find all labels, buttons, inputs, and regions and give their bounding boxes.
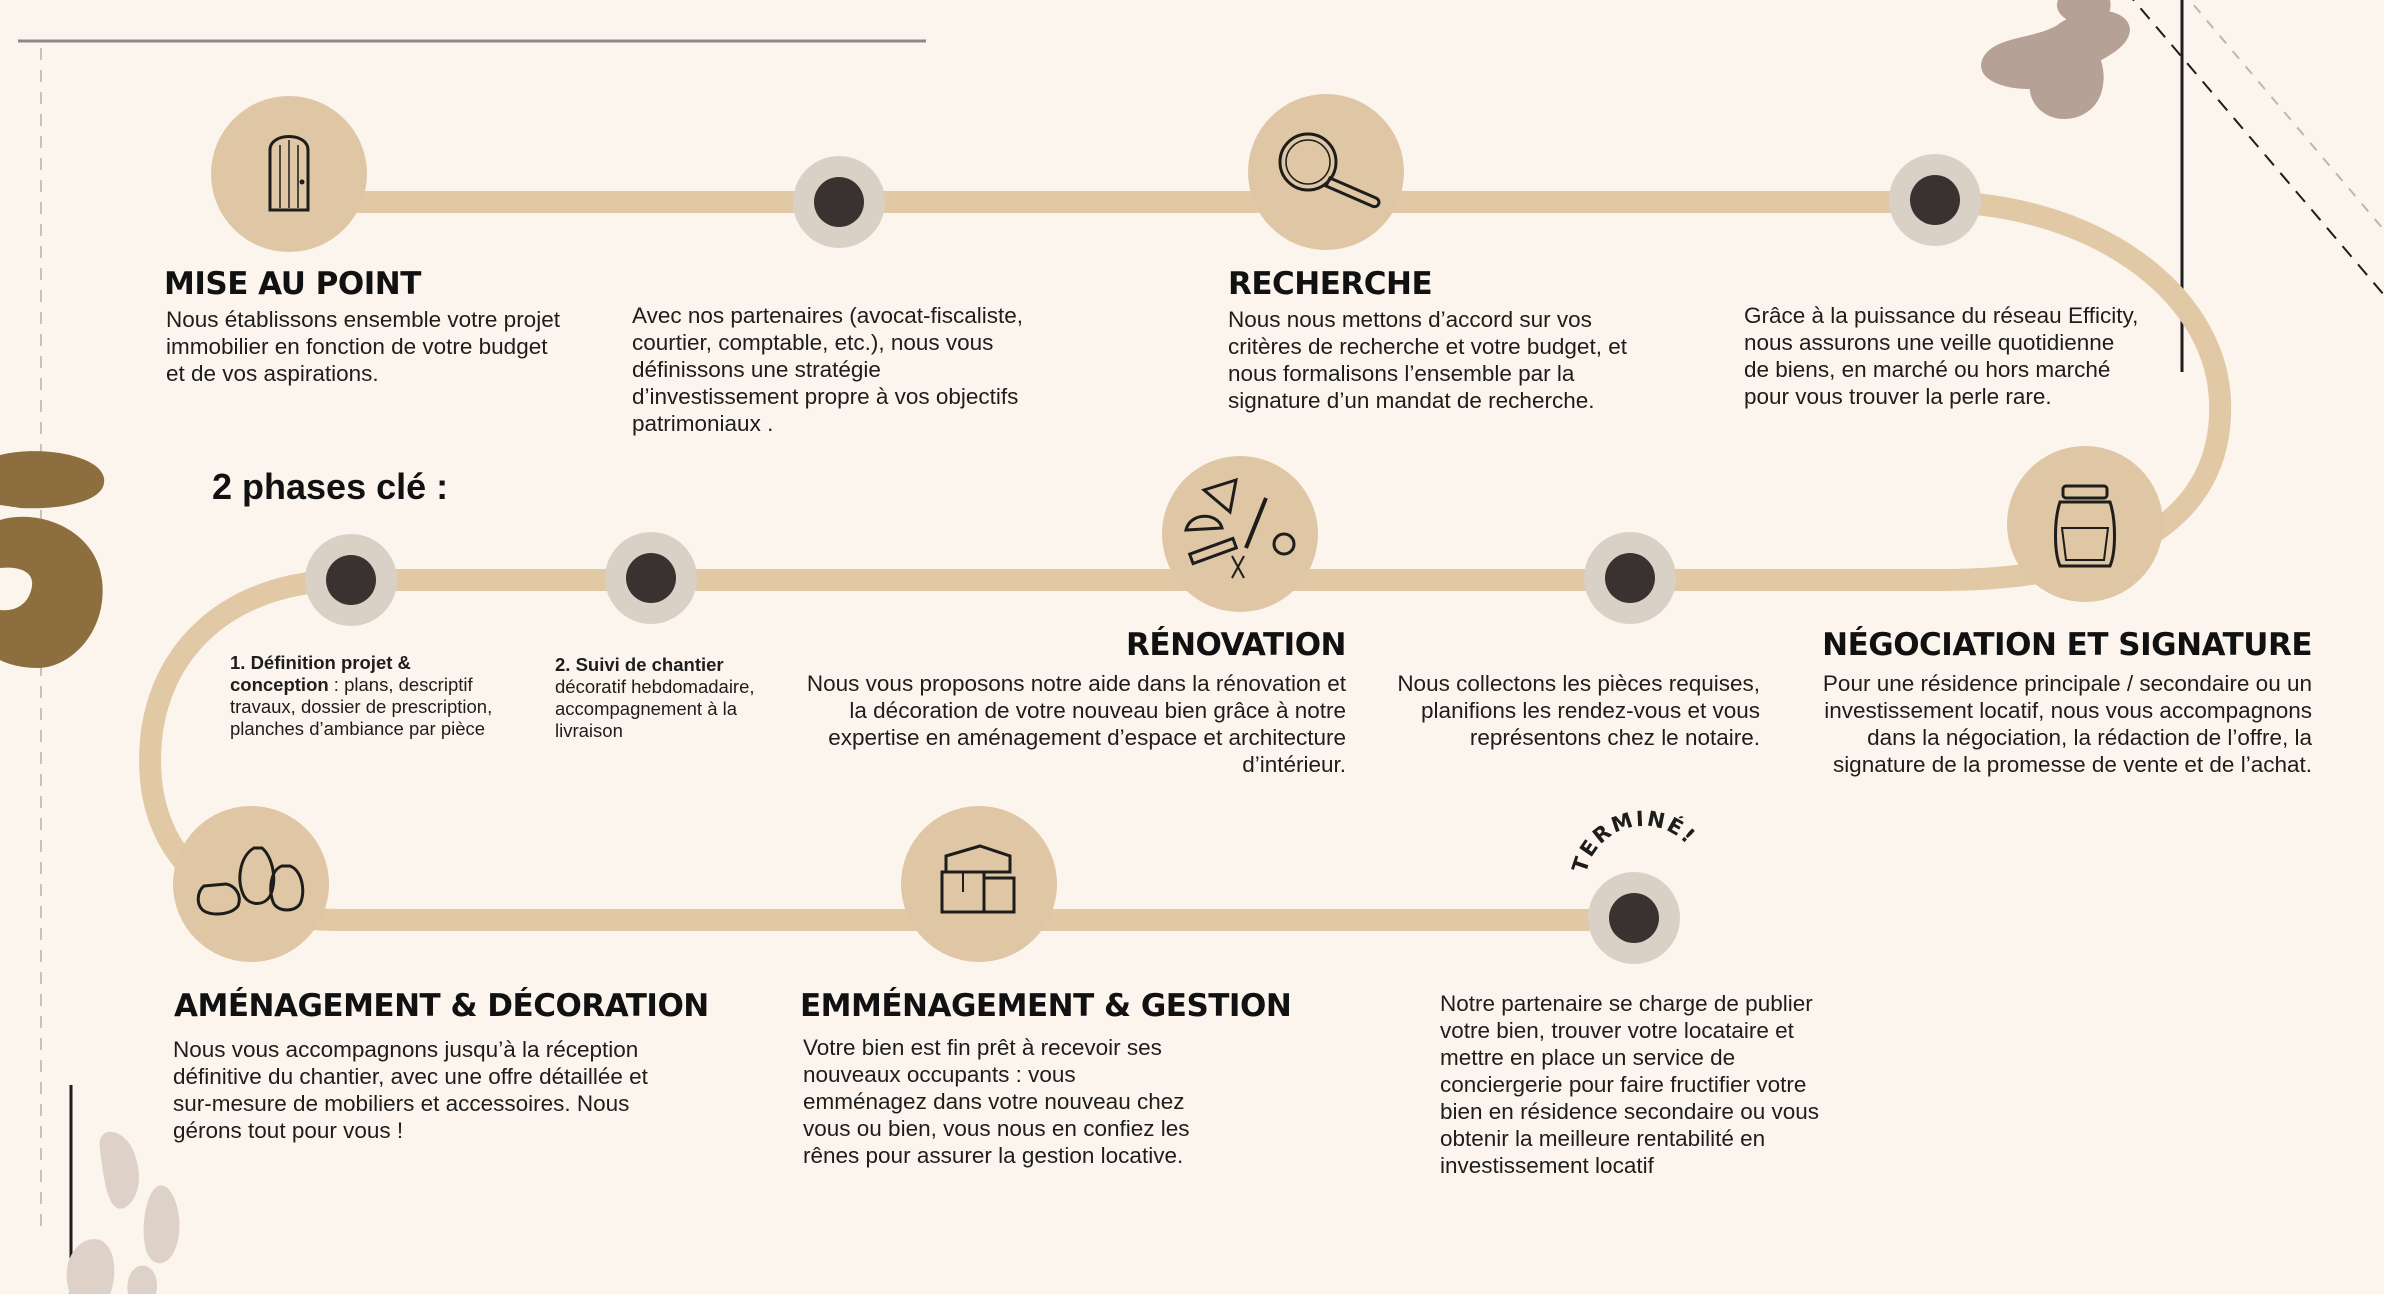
phase-1-detail: : plans, descriptif travaux, dossier de prescription, planches d’ambiance par pièce: [230, 674, 493, 739]
step-title-negociation: NÉGOCIATION ET SIGNATURE: [1822, 627, 2312, 663]
corner-blobs-top-right: [1981, 0, 2130, 119]
door-icon: [211, 96, 367, 252]
step-text-strategie: Avec nos partenaires (avocat-fiscaliste, courtier, comptable, etc.), nous vous définissons une stratégie d’investissement propre à vos objectifs patrimoniaux .: [632, 303, 1024, 436]
phase-2-label: 2. Suivi de chantier: [555, 654, 724, 675]
vases-icon: [173, 806, 329, 962]
jar-icon: [2007, 446, 2163, 602]
phase-2-detail: décoratif hebdomadaire, accompagnement à la livraison: [555, 676, 755, 741]
step-text-mise-au-point: Nous établissons ensemble votre projet immobilier en fonction de votre budget et de vos aspirations.: [166, 307, 560, 386]
step-title-mise-au-point: MISE AU POINT: [164, 266, 421, 302]
magnifier-icon: [1248, 94, 1404, 250]
left-blobs-brown: [0, 451, 104, 668]
step-title-emmenagement: EMMÉNAGEMENT & GESTION: [800, 988, 1292, 1024]
step-text-negociation: Pour une résidence principale / secondaire ou un investissement locatif, nous vous accompagnons dans la négociation, la rédaction de l’offre, la signature de la promesse de vente et de l’achat.: [1822, 671, 2312, 777]
phases-heading: 2 phases clé :: [212, 466, 449, 507]
phase-1-label: 1. Définition projet & conception: [230, 652, 411, 695]
step-text-termine: Notre partenaire se charge de publier votre bien, trouver votre locataire et mettre en place un service de conciergerie pour faire fructifier votre bien en résidence secondaire ou vous obtenir la meilleure rentabilité en investissement locatif: [1440, 991, 1820, 1178]
phase-1-text: [230, 652, 500, 740]
step-text-notaire: Nous collectons les pièces requises, planifions les rendez-vous et vous représentons chez le notaire.: [1397, 671, 1760, 750]
corner-dashed-line: [2125, 0, 2384, 295]
step-title-recherche: RECHERCHE: [1228, 266, 1433, 302]
bottom-left-blobs-light: [67, 1132, 180, 1294]
step-text-recherche: Nous nous mettons d’accord sur vos critères de recherche et votre budget, et nous formalisons l’ensemble par la signature d’un mandat de recherche.: [1228, 307, 1627, 413]
step-text-amenagement: Nous vous accompagnons jusqu’à la réception définitive du chantier, avec une offre détaillée et sur-mesure de mobiliers et accessoires. Nous gérons tout pour vous !: [173, 1037, 648, 1143]
phase-2-text: [555, 654, 765, 742]
svg-text:TERMINÉ!: TERMINÉ!: [1567, 806, 1702, 876]
step-title-renovation: RÉNOVATION: [1126, 627, 1346, 663]
drawing-tools-icon: [1162, 456, 1318, 612]
step-text-renovation: Nous vous proposons notre aide dans la rénovation et la décoration de votre nouveau bien grâce à notre expertise en aménagement d’espace et architecture d’intérieur.: [806, 671, 1346, 777]
step-title-amenagement: AMÉNAGEMENT & DÉCORATION: [174, 988, 709, 1024]
moving-boxes-icon: [901, 806, 1057, 962]
step-text-reseau: Grâce à la puissance du réseau Efficity, nous assurons une veille quotidienne de biens, en marché ou hors marché pour vous trouver la perle rare.: [1744, 303, 2139, 409]
step-text-emmenagement: Votre bien est fin prêt à recevoir ses nouveaux occupants : vous emménagez dans votre nouveau chez vous ou bien, vous nous en confiez les rênes pour assurer la gestion locative.: [803, 1035, 1190, 1168]
timeline-dots: [305, 154, 1981, 964]
